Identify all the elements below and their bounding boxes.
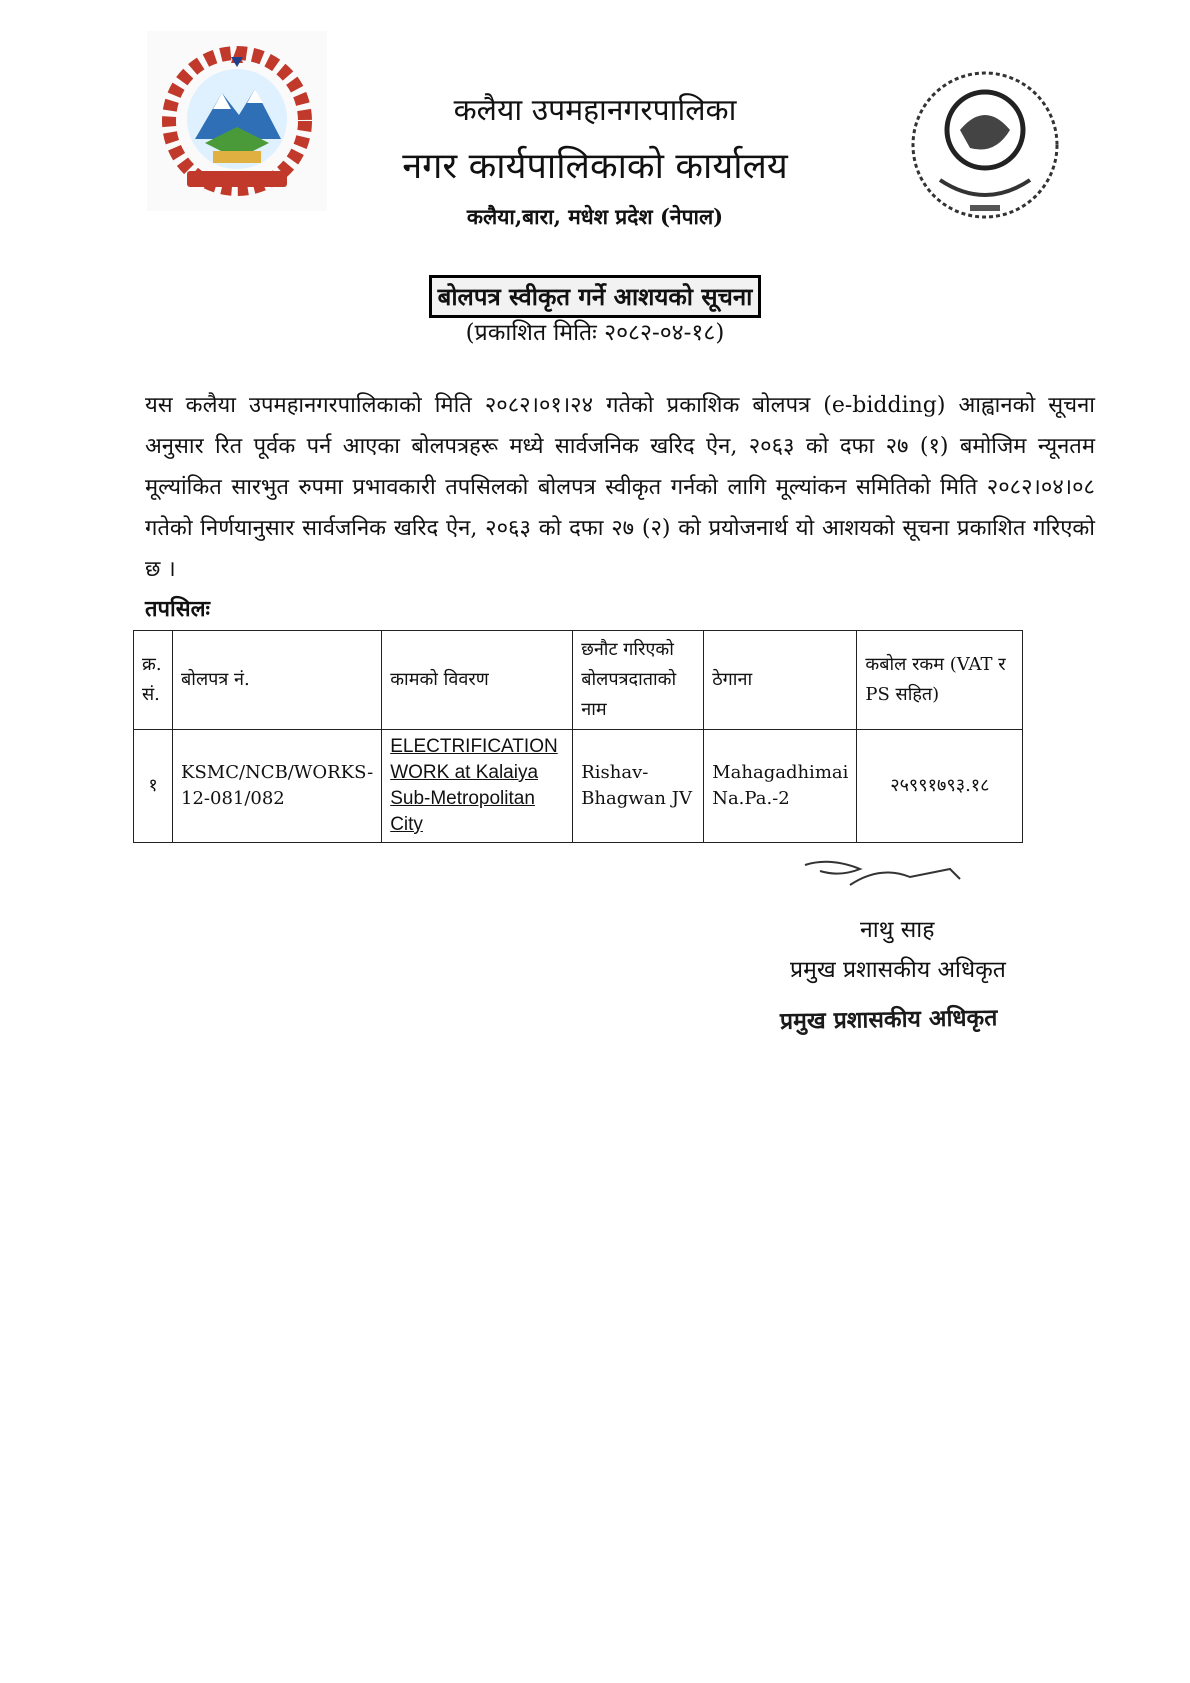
table-row [134,730,1023,843]
office-name: नगर कार्यपालिकाको कार्यालय [402,146,788,187]
header-sn: क्र. सं. [134,631,173,730]
table-header-row [134,631,1023,730]
header-address: ठेगाना [704,631,857,730]
cell-sn: १ [134,730,173,843]
work-description-link[interactable]: ELECTRIFICATION WORK at Kalaiya Sub-Metropolitan City [390,736,558,835]
official-stamp: प्रमुख प्रशासकीय अधिकृत [779,1004,998,1035]
cell-work[interactable] [382,730,573,843]
signer-name: नाथु साह [860,917,935,943]
header-work: कामको विवरण [382,631,573,730]
header-bidder: छनौट गरिएको बोलपत्रदाताको नाम [573,631,704,730]
cell-bid-no: KSMC/NCB/WORKS-12-081/082 [173,730,382,843]
cell-amount: २५९९१७९३.१८ [857,730,1023,843]
notice-body: यस कलैया उपमहानगरपालिकाको मिति २०८२।०१।२४ गतेको प्रकाशिक बोलपत्र (e-bidding) आह्वानको सूचना अनुसार रित पूर्वक पर्न आएका बोलपत्रहरू मध्ये सार्वजनिक खरिद ऐन, २०६३ को दफा २७ (१) बमोजिम न्यूनतम मूल्यांकित सारभुत रुपमा प्रभावकारी तपसिलको बोलपत्र स्वीकृत गर्नको लागि मूल्यांकन समितिको मिति २०८२।०४।०८ गतेको निर्णयानुसार सार्वजनिक खरिद ऐन, २०६३ को दफा २७ (२) को प्रयोजनार्थ यो आशयको सूचना प्रकाशित गरिएको छ । [145,393,1095,582]
nepal-emblem-icon [147,31,327,211]
header-bid-no: बोलपत्र नं. [173,631,382,730]
cell-address: Mahagadhimai Na.Pa.-2 [704,730,857,843]
cell-bidder: Rishav-Bhagwan JV [573,730,704,843]
notice-title: बोलपत्र स्वीकृत गर्ने आशयको सूचना [429,275,762,318]
org-address: कलैया,बारा, मधेश प्रदेश (नेपाल) [466,204,724,229]
notice-title-wrap [0,275,1190,318]
published-date: (प्रकाशित मितिः २०८२-०४-१८) [465,320,725,346]
bid-table [133,630,1023,843]
signature-icon [800,855,970,905]
org-name: कलैया उपमहानगरपालिका [453,93,737,128]
header-amount: कबोल रकम (VAT र PS सहित) [857,631,1023,730]
signer-title: प्रमुख प्रशासकीय अधिकृत [790,957,1006,983]
details-label: तपसिलः [145,596,210,622]
municipality-seal-icon [900,60,1070,230]
